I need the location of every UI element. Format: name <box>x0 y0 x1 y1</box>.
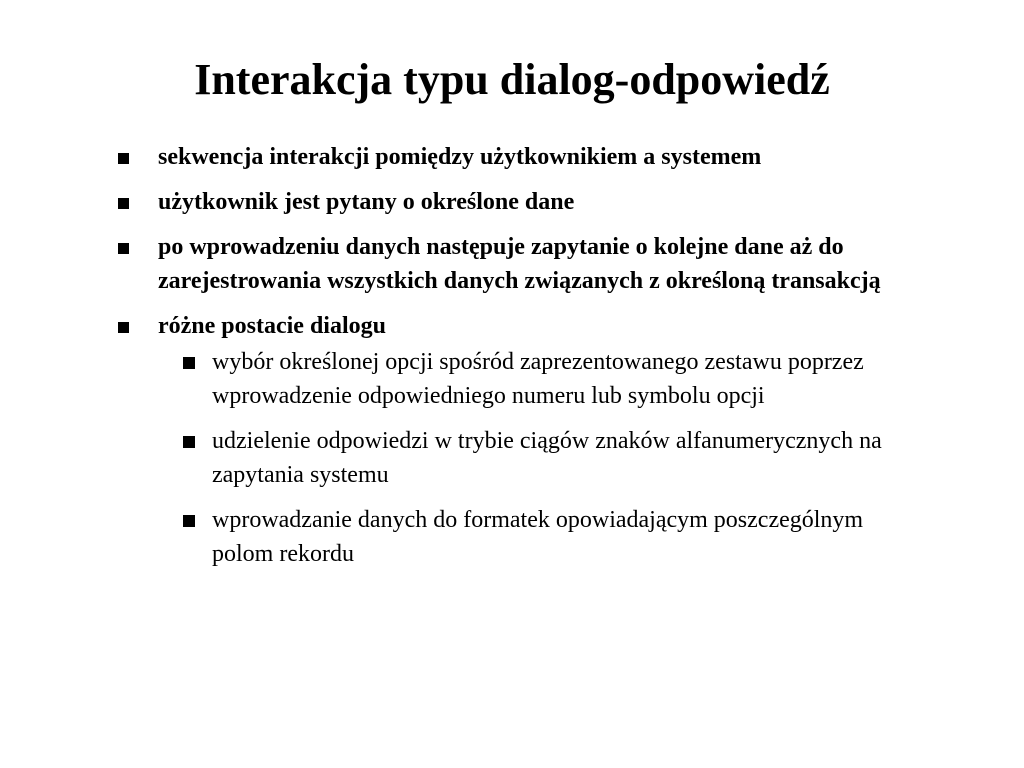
square-bullet-icon <box>183 436 195 448</box>
square-bullet-icon <box>118 243 129 254</box>
sub-bullet-text: wprowadzanie danych do formatek opowiadającym poszczególnym polom rekordu <box>212 507 864 567</box>
bullet-item <box>108 140 908 174</box>
bullet-list <box>108 140 908 582</box>
bullet-text: sekwencja interakcji pomiędzy użytkownikiem a systemem <box>158 144 762 170</box>
square-bullet-icon <box>118 153 129 164</box>
slide-title: Interakcja typu dialog-odpowiedź <box>194 55 830 104</box>
square-bullet-icon <box>118 198 129 209</box>
sub-bullet-item <box>158 503 908 571</box>
sub-bullet-text: udzielenie odpowiedzi w trybie ciągów znaków alfanumerycznych na zapytania systemu <box>212 428 882 488</box>
bullet-item <box>108 309 908 571</box>
square-bullet-icon <box>183 515 195 527</box>
bullet-text: użytkownik jest pytany o określone dane <box>158 189 575 215</box>
sub-bullet-item <box>158 345 908 413</box>
square-bullet-icon <box>118 322 129 333</box>
bullet-item <box>108 185 908 219</box>
bullet-text: różne postacie dialogu <box>158 313 386 339</box>
sub-bullet-item <box>158 424 908 492</box>
sub-bullet-text: wybór określonej opcji spośród zaprezentowanego zestawu poprzez wprowadzenie odpowiedniego numeru lub symbolu opcji <box>212 349 864 409</box>
bullet-item <box>108 230 908 298</box>
bullet-text: po wprowadzeniu danych następuje zapytanie o kolejne dane aż do zarejestrowania wszystkich danych związanych z określoną transakcją <box>158 234 881 294</box>
square-bullet-icon <box>183 357 195 369</box>
sub-bullet-list <box>158 345 908 571</box>
